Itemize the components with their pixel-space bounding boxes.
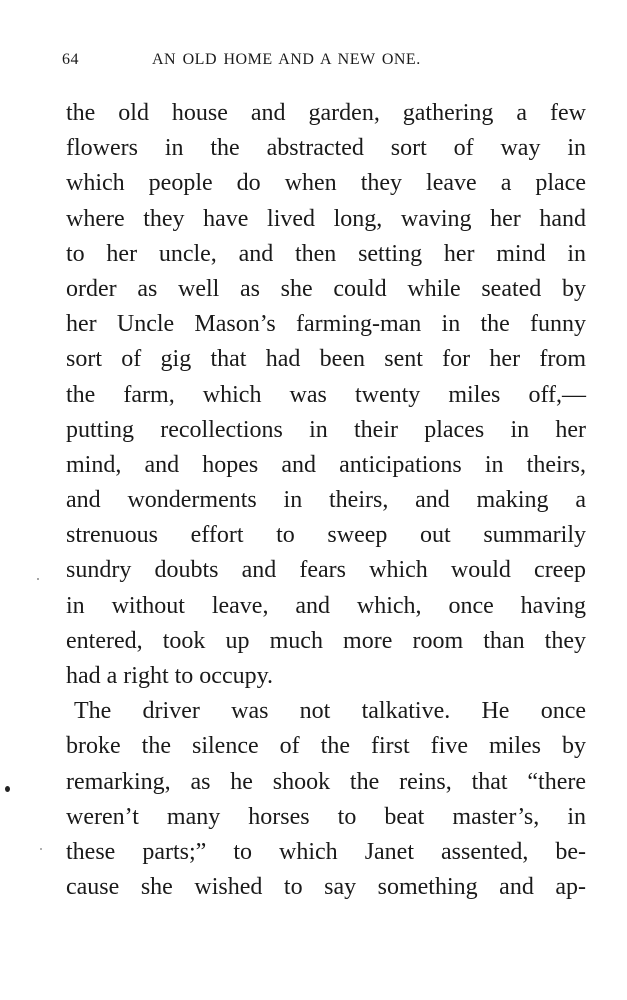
text-line: mind, and hopes and anticipations in theirs, [66,451,586,478]
text-line: which people do when they leave a place [66,170,586,197]
paragraph-1 [66,96,586,694]
running-head: AN OLD HOME AND A NEW ONE. [152,51,421,68]
text-line: The driver was not talkative. He once [74,698,586,725]
print-speck [40,848,42,850]
text-line: cause she wished to say something and ap- [66,874,586,901]
text-line: flowers in the abstracted sort of way in [66,135,586,162]
text-line: in without leave, and which, once having [66,592,586,619]
text-line: broke the silence of the first five miles by [66,733,586,760]
body-text [66,96,586,905]
print-speck [5,786,10,792]
text-line: remarking, as he shook the reins, that “there [66,768,586,795]
text-line: putting recollections in their places in her [66,416,586,443]
print-speck [37,578,39,580]
text-line: the farm, which was twenty miles off,— [66,381,586,408]
text-line: sort of gig that had been sent for her from [66,346,586,373]
text-line: where they have lived long, waving her hand [66,205,586,232]
page-number: 64 [62,51,79,68]
paragraph-2 [66,694,586,905]
text-line: sundry doubts and fears which would creep [66,557,586,584]
text-line: the old house and garden, gathering a few [66,100,586,126]
text-line: entered, took up much more room than they [66,627,586,654]
text-line: strenuous effort to sweep out summarily [66,522,586,549]
text-line: to her uncle, and then setting her mind in [66,240,586,267]
page-header [62,51,592,71]
text-line: order as well as she could while seated by [66,275,586,302]
text-line: these parts;” to which Janet assented, be- [66,838,586,865]
text-line: weren’t many horses to beat master’s, in [66,803,586,830]
text-line: had a right to occupy. [66,663,274,689]
text-line: and wonderments in theirs, and making a [66,487,586,514]
text-line: her Uncle Mason’s farming-man in the funny [66,311,586,338]
